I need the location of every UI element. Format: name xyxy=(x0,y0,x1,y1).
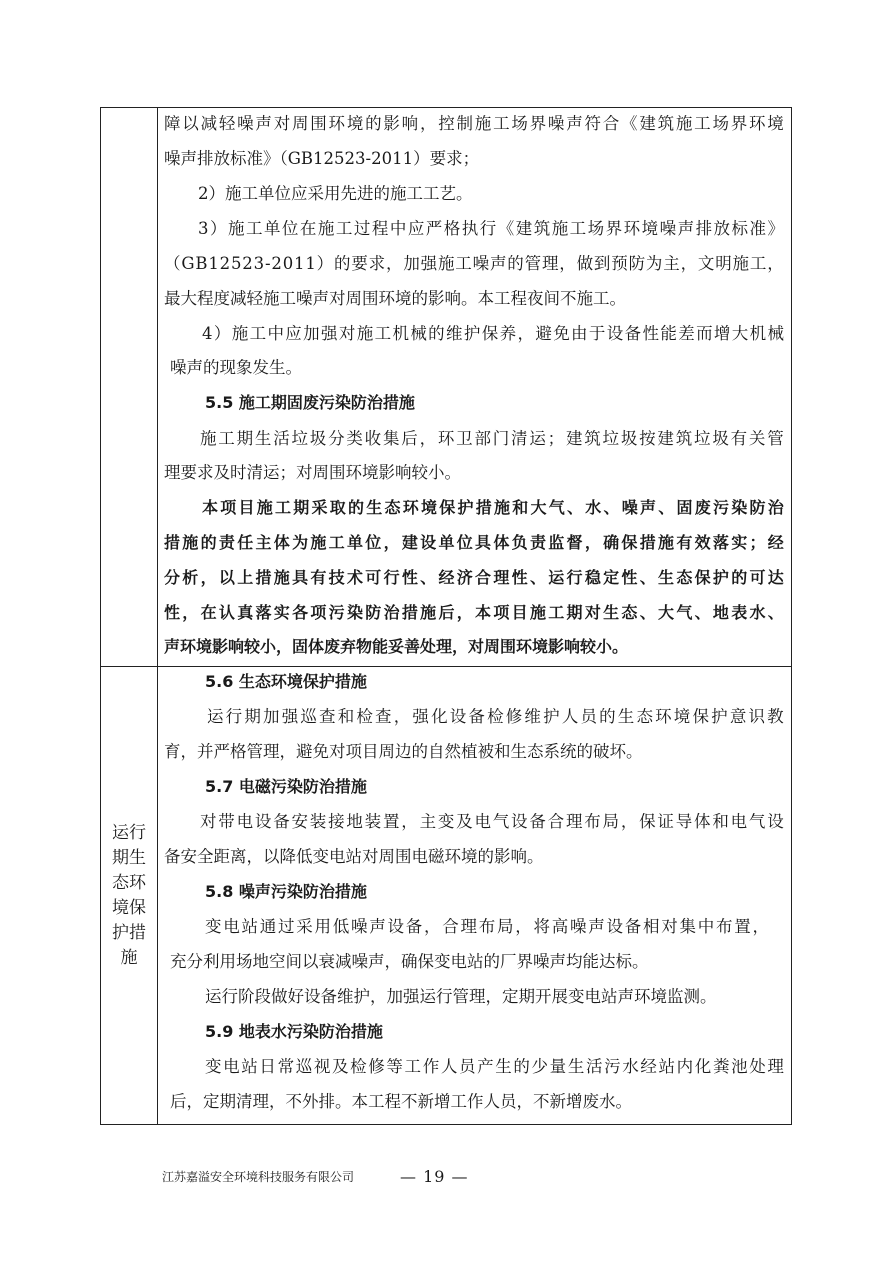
text-line: 运 行 期 加 强 巡 查 和 检 查 ， 强 化 设 备 检 修 维 护 人 员 的 生 态 环 境 保 护 意 识 教 xyxy=(207,707,784,726)
text-line: 充分利用场地空间以衰减噪声，确保变电站的厂界噪声均能达标。 xyxy=(170,952,649,971)
text-line: 噪声的现象发生。 xyxy=(170,358,302,377)
text-line: 理要求及时清运；对周围环境影响较小。 xyxy=(164,463,461,482)
text-line: 备安全距离，以降低变电站对周围电磁环境的影响。 xyxy=(164,847,544,866)
section-heading: 5.8 噪声污染防治措施 xyxy=(205,882,367,901)
text-line: 2）施工单位应采用先进的施工工艺。 xyxy=(198,184,473,203)
row-header-cell xyxy=(101,667,157,1125)
footer-company: 江苏嘉溢安全环境科技服务有限公司 xyxy=(162,1170,355,1184)
row-divider xyxy=(101,666,791,667)
text-line: 变 电 站 通 过 采 用 低 噪 声 设 备 ， 合 理 布 局 ， 将 高 噪 声 设 备 相 对 集 中 布 置 ， xyxy=(205,917,769,936)
text-line: （ G B 1 2 5 2 3 - 2 0 1 1 ） 的 要 求 ， 加 强 施 工 噪 声 的 管 理 ， 做 到 预 防 为 主 ， 文 明 施 工 ， xyxy=(164,254,784,273)
text-line: 变 电 站 日 常 巡 视 及 检 修 等 工 作 人 员 产 生 的 少 量 生 活 污 水 经 站 内 化 粪 池 处 理 xyxy=(205,1057,784,1076)
text-line: 4 ） 施 工 中 应 加 强 对 施 工 机 械 的 维 护 保 养 ， 避 免 由 于 设 备 性 能 差 而 增 大 机 械 xyxy=(202,324,784,343)
section-heading: 5.5 施工期固废污染防治措施 xyxy=(205,393,415,412)
column-divider xyxy=(157,108,158,1124)
bold-text-line: 分 析 ， 以 上 措 施 具 有 技 术 可 行 性 、 经 济 合 理 性 、 运 行 稳 定 性 、 生 态 保 护 的 可 达 xyxy=(164,568,784,587)
page-number: — 19 — xyxy=(400,1167,469,1186)
row-header-label: 运行期生态环境保护措施 xyxy=(112,823,146,968)
text-line: 对 带 电 设 备 安 装 接 地 装 置 ， 主 变 及 电 气 设 备 合 理 布 局 ， 保 证 导 体 和 电 气 设 xyxy=(200,812,784,831)
section-heading: 5.9 地表水污染防治措施 xyxy=(205,1022,383,1041)
bold-text-line: 措 施 的 责 任 主 体 为 施 工 单 位 ， 建 设 单 位 具 体 负 责 监 督 ， 确 保 措 施 有 效 落 实 ； 经 xyxy=(164,533,784,552)
text-line: 后，定期清理，不外排。本工程不新增工作人员，不新增废水。 xyxy=(170,1092,632,1111)
text-line: 育，并严格管理，避免对项目周边的自然植被和生态系统的破坏。 xyxy=(164,742,643,761)
text-line: 噪声排放标准》（GB12523-2011）要求； xyxy=(164,149,480,168)
text-line: 运行阶段做好设备维护，加强运行管理，定期开展变电站声环境监测。 xyxy=(205,987,717,1006)
bold-text-line: 本 项 目 施 工 期 采 取 的 生 态 环 境 保 护 措 施 和 大 气 、 水 、 噪 声 、 固 废 污 染 防 治 xyxy=(202,498,784,517)
section-heading: 5.6 生态环境保护措施 xyxy=(205,672,367,691)
text-line: 施 工 期 生 活 垃 圾 分 类 收 集 后 ， 环 卫 部 门 清 运 ； 建 筑 垃 圾 按 建 筑 垃 圾 有 关 管 xyxy=(200,429,784,448)
section-heading: 5.7 电磁污染防治措施 xyxy=(205,777,367,796)
bold-text-line: 性 ， 在 认 真 落 实 各 项 污 染 防 治 措 施 后 ， 本 项 目 施 工 期 对 生 态 、 大 气 、 地 表 水 、 xyxy=(164,603,784,622)
text-line: 最大程度减轻施工噪声对周围环境的影响。本工程夜间不施工。 xyxy=(164,289,626,308)
text-line: 障 以 减 轻 噪 声 对 周 围 环 境 的 影 响 ， 控 制 施 工 场 界 噪 声 符 合 《 建 筑 施 工 场 界 环 境 xyxy=(164,114,784,133)
bold-text-line: 声环境影响较小，固体废弃物能妥善处理，对周围环境影响较小。 xyxy=(164,637,629,656)
text-line: 3 ） 施 工 单 位 在 施 工 过 程 中 应 严 格 执 行 《 建 筑 施 工 场 界 环 境 噪 声 排 放 标 准 》 xyxy=(198,219,784,238)
